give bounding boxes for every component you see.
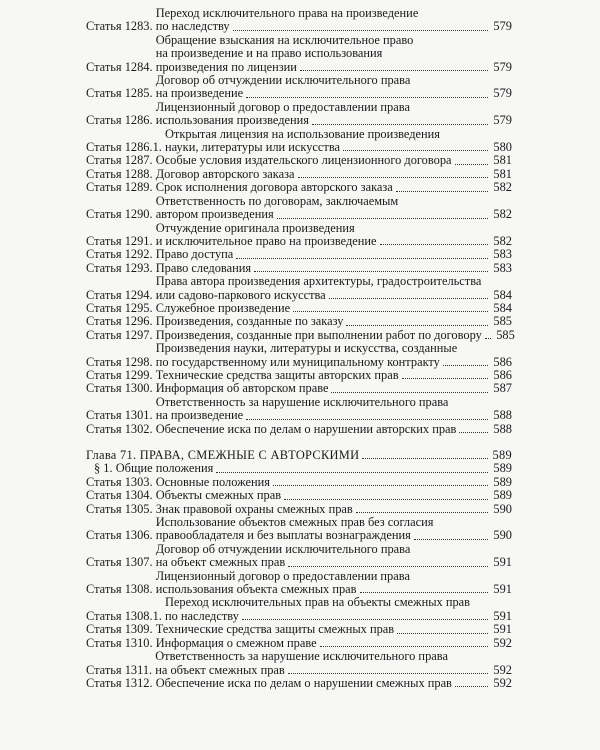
page-number: 587 (493, 381, 512, 396)
dot-leader (236, 258, 488, 259)
table-of-contents (86, 6, 515, 690)
dot-leader (273, 485, 488, 486)
toc-article (86, 423, 512, 436)
dot-leader (320, 646, 488, 647)
toc-entry-title (156, 423, 512, 436)
toc-title-line: по наследству (155, 19, 230, 34)
dot-leader (216, 472, 488, 473)
dot-leader (414, 539, 488, 540)
page-number: 592 (493, 635, 512, 650)
toc-title-line: автором произведения (155, 207, 274, 222)
toc-entry-title (156, 637, 512, 650)
toc-entry-title (165, 128, 512, 155)
toc-title-line: Произведения, созданные по заказу (155, 314, 344, 329)
toc-entry-label: Глава 71. (86, 448, 140, 462)
page-number: 583 (493, 247, 512, 262)
toc-article (86, 74, 512, 101)
toc-entry-label: Статья 1290. (86, 207, 156, 222)
page-number: 591 (493, 582, 512, 597)
toc-entry-label: Статья 1283. (86, 19, 156, 34)
dot-leader (233, 30, 488, 31)
toc-title-line: использования объекта смежных прав (155, 582, 357, 597)
toc-entry-label: § 1. (94, 461, 116, 476)
toc-title-line: Договор авторского заказа (155, 166, 295, 181)
page-number: 590 (493, 528, 512, 543)
toc-title-line: Отчуждение оригинала произведения (155, 220, 355, 235)
toc-title-line: Право доступа (155, 247, 234, 262)
toc-article (86, 195, 512, 222)
page-number: 589 (492, 448, 512, 462)
toc-entry-label: Статья 1297. (86, 327, 156, 342)
toc-title-line: Переход исключительного права на произведение (155, 6, 419, 20)
toc-title-line: на произведение (155, 408, 244, 423)
dot-leader (254, 271, 488, 272)
toc-title-line: Права автора произведения архитектуры, градостроительства (155, 274, 482, 289)
page-number: 590 (493, 501, 512, 516)
toc-article (86, 128, 512, 155)
toc-title-line: на объект смежных прав (155, 662, 285, 677)
toc-entry-label: Статья 1296. (86, 314, 156, 329)
toc-article (86, 168, 512, 181)
toc-title-line: на произведение (155, 86, 244, 101)
toc-entry-label: Статья 1284. (86, 59, 156, 74)
toc-entry-title (156, 396, 512, 423)
toc-entry-label: Статья 1291. (86, 233, 156, 248)
toc-entry-label: Статья 1309. (86, 622, 156, 637)
page-number: 591 (493, 608, 512, 623)
toc-article (86, 154, 512, 167)
dot-leader (362, 458, 488, 459)
toc-article (86, 570, 512, 597)
toc-article (86, 302, 512, 315)
toc-entry-label: Статья 1304. (86, 488, 156, 503)
toc-title-line: Обеспечение иска по делам о нарушении смежных прав (155, 675, 452, 690)
toc-article (86, 262, 512, 275)
dot-leader (402, 378, 488, 379)
toc-title-line: по наследству (164, 608, 239, 623)
toc-title-line: Информация об авторском праве (155, 381, 329, 396)
toc-entry-title (156, 195, 512, 222)
toc-title-line: на объект смежных прав (155, 555, 286, 570)
toc-entry-title (156, 382, 512, 395)
toc-title-line: Ответственность по договорам, заключаемым (155, 193, 399, 208)
toc-entry-title (116, 462, 512, 475)
toc-article (86, 315, 512, 328)
dot-leader (356, 512, 488, 513)
toc-title-line: Ответственность за нарушение исключительного права (155, 649, 448, 664)
dot-leader (459, 432, 488, 433)
toc-title-line: Договор об отчуждении исключительного права (155, 73, 411, 88)
toc-title-line: Обращение взыскания на исключительное право (155, 32, 414, 47)
toc-article (86, 503, 512, 516)
toc-article (86, 369, 512, 382)
toc-entry-title (156, 342, 512, 369)
page-number: 579 (493, 113, 512, 128)
page-number: 584 (493, 287, 512, 302)
toc-entry-title (156, 489, 512, 502)
toc-section (86, 462, 512, 475)
page-number: 592 (493, 662, 512, 677)
dot-leader (343, 150, 488, 151)
toc-entry-title (156, 248, 512, 261)
toc-title-line: Знак правовой охраны смежных прав (155, 501, 353, 516)
dot-leader (242, 619, 488, 620)
toc-entry-title (156, 262, 512, 275)
dot-leader (331, 392, 488, 393)
toc-title-line: Переход исключительных прав на объекты смежных прав (164, 595, 471, 610)
toc-entry-label: Статья 1311. (86, 662, 156, 677)
page-number: 584 (493, 300, 512, 315)
dot-leader (246, 97, 488, 98)
toc-article (86, 7, 512, 34)
page-number: 581 (493, 153, 512, 168)
toc-title-line: Срок исполнения договора авторского заказа (155, 180, 393, 195)
toc-title-line: Произведения, созданные при выполнении работ по договору (155, 327, 482, 342)
toc-title-line: Лицензионный договор о предоставлении права (155, 568, 410, 583)
toc-entry-label: Статья 1286.1. (86, 140, 165, 155)
toc-title-line: Ответственность за нарушение исключительного права (155, 394, 449, 409)
toc-entry-title (156, 369, 512, 382)
page-number: 592 (493, 675, 512, 690)
toc-article (86, 342, 512, 369)
toc-title-line: по государственному или муниципальному контракту (155, 354, 440, 369)
page-number: 591 (493, 555, 512, 570)
dot-leader (300, 70, 488, 71)
dot-leader (277, 218, 488, 219)
toc-entry-title (156, 74, 512, 101)
dot-leader (246, 419, 488, 420)
toc-entry-title (156, 154, 512, 167)
toc-article (86, 222, 512, 249)
page-number: 579 (493, 59, 512, 74)
toc-entry-title (155, 327, 515, 342)
toc-entry-title (140, 449, 512, 462)
toc-article (86, 623, 512, 636)
toc-title-line: Использование объектов смежных прав без согласия (155, 515, 434, 530)
toc-entry-label: Статья 1288. (86, 166, 156, 181)
toc-article (86, 181, 512, 194)
toc-article (86, 543, 512, 570)
page-number: 589 (493, 488, 512, 503)
toc-entry-label: Статья 1287. (86, 153, 156, 168)
toc-entry-label: Статья 1301. (86, 408, 156, 423)
page-number: 580 (493, 140, 512, 155)
toc-title-line: Договор об отчуждении исключительного права (155, 541, 411, 556)
toc-article (86, 637, 512, 650)
page-number: 582 (493, 180, 512, 195)
toc-entry-title (156, 570, 512, 597)
toc-title-line: Технические средства защиты авторских прав (155, 367, 399, 382)
toc-entry-label: Статья 1300. (86, 381, 156, 396)
toc-entry-label: Статья 1308.1. (86, 608, 165, 623)
toc-article (86, 489, 512, 502)
toc-entry-title (156, 222, 512, 249)
toc-article (86, 396, 512, 423)
toc-article (86, 596, 512, 623)
toc-title-line: Обеспечение иска по делам о нарушении авторских прав (155, 421, 457, 436)
dot-leader (329, 298, 488, 299)
page-number: 581 (493, 166, 512, 181)
toc-entry-label: Статья 1303. (86, 474, 156, 489)
toc-entry-title (156, 7, 512, 34)
toc-title-line: и исключительное право на произведение (155, 233, 377, 248)
toc-article (86, 248, 512, 261)
dot-leader (293, 311, 488, 312)
toc-entry-title (156, 302, 512, 315)
toc-entry-title (156, 315, 512, 328)
toc-entry-title (156, 34, 512, 74)
toc-title-line: Особые условия издательского лицензионного договора (155, 153, 452, 168)
toc-entry-title (156, 476, 512, 489)
toc-entry-label: Статья 1305. (86, 501, 156, 516)
toc-title-line: на произведение и на право использования (155, 46, 383, 61)
page-number: 582 (493, 233, 512, 248)
toc-entry-title (156, 181, 512, 194)
toc-entry-label: Статья 1310. (86, 635, 156, 650)
dot-leader (360, 592, 488, 593)
toc-article (86, 382, 512, 395)
toc-entry-title (156, 677, 512, 690)
dot-leader (455, 686, 488, 687)
dot-leader (380, 244, 488, 245)
toc-title-line: Основные положения (155, 474, 270, 489)
toc-title-line: произведения по лицензии (155, 59, 297, 74)
toc-title-line: Объекты смежных прав (155, 488, 282, 503)
dot-leader (397, 633, 488, 634)
toc-entry-label: Статья 1294. (86, 287, 156, 302)
toc-article (86, 476, 512, 489)
toc-title-line: Право следования (155, 260, 252, 275)
toc-entry-label: Статья 1302. (86, 421, 156, 436)
toc-article (86, 516, 512, 543)
page-number: 586 (493, 367, 512, 382)
toc-entry-label: Статья 1299. (86, 367, 156, 382)
toc-article (86, 677, 512, 690)
toc-entry-label: Статья 1306. (86, 528, 156, 543)
page-number: 589 (493, 474, 512, 489)
dot-leader (485, 338, 491, 339)
toc-entry-title (156, 623, 512, 636)
toc-title-line: Открытая лицензия на использование произведения (164, 126, 440, 141)
toc-entry-title (156, 516, 512, 543)
toc-entry-label: Статья 1285. (86, 86, 156, 101)
toc-entry-label: Статья 1308. (86, 582, 156, 597)
toc-chapter (86, 449, 512, 462)
toc-entry-title (156, 101, 512, 128)
toc-entry-label: Статья 1312. (86, 675, 156, 690)
dot-leader (288, 566, 488, 567)
toc-entry-label: Статья 1289. (86, 180, 156, 195)
toc-title-line: Служебное произведение (155, 300, 291, 315)
toc-article (86, 34, 512, 74)
toc-title-line: Лицензионный договор о предоставлении права (155, 99, 410, 114)
page-number: 579 (493, 19, 512, 34)
toc-title-line: науки, литературы или искусства (164, 140, 341, 155)
toc-entry-title (156, 503, 512, 516)
toc-title-line: правообладателя и без выплаты вознаграждения (155, 528, 411, 543)
toc-title-line: Произведения науки, литературы и искусства, созданные (155, 341, 458, 356)
toc-entry-label: Статья 1286. (86, 113, 156, 128)
toc-entry-title (165, 596, 512, 623)
toc-entry-label: Статья 1298. (86, 354, 156, 369)
page-number: 579 (493, 86, 512, 101)
page-number: 582 (493, 207, 512, 222)
page-number: 583 (493, 260, 512, 275)
dot-leader (346, 325, 488, 326)
toc-title-line: использования произведения (155, 113, 310, 128)
page-number: 585 (493, 314, 512, 329)
toc-article (86, 275, 512, 302)
toc-title-line: Технические средства защиты смежных прав (155, 622, 395, 637)
dot-leader (396, 191, 488, 192)
toc-entry-label: Статья 1293. (86, 260, 156, 275)
toc-article (86, 327, 515, 342)
page-number: 588 (493, 408, 512, 423)
dot-leader (443, 365, 488, 366)
page-number: 589 (493, 461, 512, 476)
toc-title-line: ПРАВА, СМЕЖНЫЕ С АВТОРСКИМИ (139, 448, 360, 462)
dot-leader (284, 499, 488, 500)
page-number: 586 (493, 354, 512, 369)
dot-leader (288, 673, 488, 674)
dot-leader (455, 164, 488, 165)
toc-entry-label: Статья 1295. (86, 300, 156, 315)
toc-entry-title (155, 650, 512, 677)
toc-entry-title (156, 543, 512, 570)
toc-title-line: Общие положения (115, 461, 214, 476)
toc-article (86, 101, 512, 128)
dot-leader (298, 177, 488, 178)
toc-title-line: Информация о смежном праве (155, 635, 317, 650)
dot-leader (312, 124, 488, 125)
toc-entry-label: Статья 1307. (86, 555, 156, 570)
toc-article (86, 650, 512, 677)
toc-entry-label: Статья 1292. (86, 247, 156, 262)
page-number: 585 (496, 327, 515, 342)
page-number: 591 (493, 622, 512, 637)
toc-entry-title (156, 168, 512, 181)
page-number: 588 (493, 421, 512, 436)
toc-entry-title (156, 275, 512, 302)
toc-title-line: или садово-паркового искусства (155, 287, 326, 302)
